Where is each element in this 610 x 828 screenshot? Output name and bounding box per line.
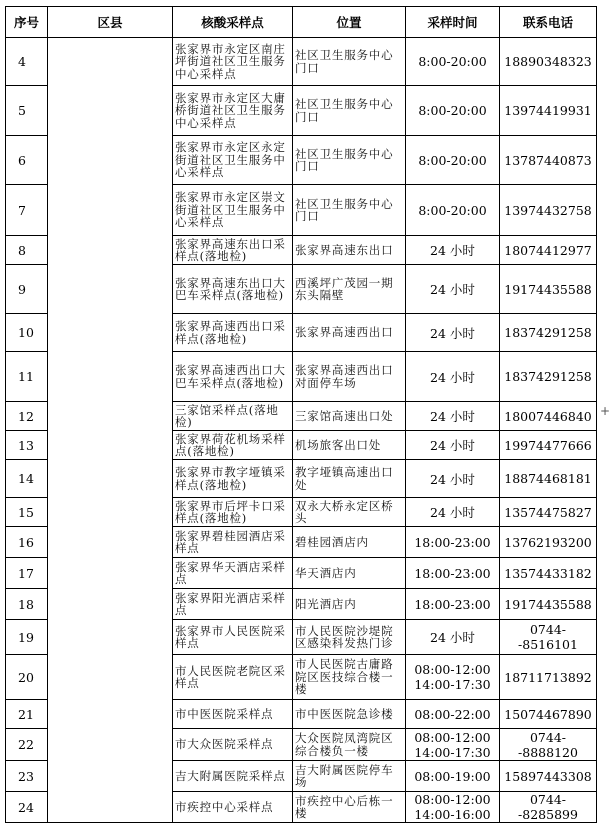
row-index: 11 <box>6 352 48 402</box>
contact-phone: 15074467890 <box>500 700 597 729</box>
district-cell <box>48 38 173 823</box>
time-range: 08:00-22:00 <box>414 706 491 722</box>
site-location: 三家馆高速出口处 <box>293 402 406 431</box>
sampling-time <box>406 792 500 823</box>
header-row <box>6 7 597 38</box>
contact-phone: 18074412977 <box>500 236 597 265</box>
site-location: 社区卫生服务中心门口 <box>293 38 406 86</box>
site-location: 华天酒店内 <box>293 558 406 589</box>
time-range: 24 小时 <box>430 471 475 487</box>
row-index: 7 <box>6 185 48 236</box>
row-index: 22 <box>6 729 48 761</box>
contact-phone: 0744--8888120 <box>500 729 597 761</box>
site-name: 张家界市永定区崇文街道社区卫生服务中心采样点 <box>173 185 293 236</box>
row-index: 10 <box>6 314 48 352</box>
time-range: 08:00-12:00 <box>414 662 491 677</box>
time-range: 24 小时 <box>430 409 475 424</box>
site-name: 三家馆采样点(落地检) <box>173 402 293 431</box>
time-range: 24 小时 <box>430 438 475 453</box>
table-row <box>6 38 597 86</box>
row-index: 18 <box>6 589 48 620</box>
time-range: 18:00-23:00 <box>414 565 491 581</box>
time-range: 8:00-20:00 <box>418 152 487 168</box>
header-district: 区县 <box>48 7 173 38</box>
site-name: 张家界市永定区大庸桥街道社区卫生服务中心采样点 <box>173 86 293 136</box>
contact-phone: 18890348323 <box>500 38 597 86</box>
site-location: 教字垭镇高速出口处 <box>293 460 406 498</box>
sampling-sites-table <box>5 6 597 823</box>
sampling-time <box>406 352 500 402</box>
time-range: 08:00-19:00 <box>414 768 491 784</box>
sampling-time <box>406 136 500 185</box>
sampling-time <box>406 38 500 86</box>
site-name: 张家界市后坪卡口采样点(落地检) <box>173 498 293 527</box>
site-location: 双永大桥永定区桥头 <box>293 498 406 527</box>
site-name: 张家界市永定区永定街道社区卫生服务中心采样点 <box>173 136 293 185</box>
site-name: 张家界市永定区南庄坪街道社区卫生服务中心采样点 <box>173 38 293 86</box>
row-index: 9 <box>6 265 48 314</box>
site-location: 碧桂园酒店内 <box>293 527 406 558</box>
time-range: 08:00-12:00 <box>414 792 491 807</box>
contact-phone: 13974432758 <box>500 185 597 236</box>
sampling-time <box>406 265 500 314</box>
contact-phone: 19974477666 <box>500 431 597 460</box>
row-index: 12 <box>6 402 48 431</box>
contact-phone: 13762193200 <box>500 527 597 558</box>
header-site: 核酸采样点 <box>173 7 293 38</box>
contact-phone: 13574475827 <box>500 498 597 527</box>
row-index: 8 <box>6 236 48 265</box>
contact-phone: 18007446840 <box>500 402 597 431</box>
site-location: 西溪坪广茂园一期东头隔壁 <box>293 265 406 314</box>
row-index: 14 <box>6 460 48 498</box>
site-name: 张家界华天酒店采样点 <box>173 558 293 589</box>
site-location: 大众医院凤湾院区综合楼负一楼 <box>293 729 406 761</box>
contact-phone: 18874468181 <box>500 460 597 498</box>
time-range: 24 小时 <box>430 325 475 341</box>
contact-phone: 18374291258 <box>500 314 597 352</box>
site-name: 市疾控中心采样点 <box>173 792 293 823</box>
site-location: 社区卫生服务中心门口 <box>293 86 406 136</box>
time-range: 8:00-20:00 <box>418 54 487 69</box>
sampling-time <box>406 558 500 589</box>
contact-phone: 13974419931 <box>500 86 597 136</box>
sampling-time <box>406 761 500 792</box>
plus-mark: + <box>600 404 610 418</box>
contact-phone: 15897443308 <box>500 761 597 792</box>
row-index: 24 <box>6 792 48 823</box>
site-name: 市中医医院采样点 <box>173 700 293 729</box>
time-range: 18:00-23:00 <box>414 534 491 550</box>
sampling-time <box>406 314 500 352</box>
time-range: 14:00-17:30 <box>414 677 491 692</box>
sampling-time <box>406 527 500 558</box>
sampling-time <box>406 431 500 460</box>
time-range: 24 小时 <box>430 630 475 645</box>
row-index: 5 <box>6 86 48 136</box>
contact-phone: 19174435588 <box>500 589 597 620</box>
row-index: 13 <box>6 431 48 460</box>
contact-phone: 18374291258 <box>500 352 597 402</box>
site-name: 张家界市教字垭镇采样点(落地检) <box>173 460 293 498</box>
site-location: 张家界高速东出口 <box>293 236 406 265</box>
row-index: 16 <box>6 527 48 558</box>
sampling-time <box>406 236 500 265</box>
site-location: 张家界高速西出口对面停车场 <box>293 352 406 402</box>
site-name: 张家界高速西出口采样点(落地检) <box>173 314 293 352</box>
time-range: 24 小时 <box>430 243 475 258</box>
contact-phone: 0744--8516101 <box>500 620 597 655</box>
time-range: 8:00-20:00 <box>418 202 487 218</box>
site-name: 吉大附属医院采样点 <box>173 761 293 792</box>
time-range: 08:00-12:00 <box>414 729 491 745</box>
sampling-time <box>406 498 500 527</box>
row-index: 6 <box>6 136 48 185</box>
contact-phone: 18711713892 <box>500 655 597 700</box>
time-range: 24 小时 <box>430 505 475 520</box>
site-name: 张家界高速东出口大巴车采样点(落地检) <box>173 265 293 314</box>
site-location: 市人民医院古庸路院区医技综合楼一楼 <box>293 655 406 700</box>
contact-phone: 13574433182 <box>500 558 597 589</box>
site-location: 市疾控中心后栋一楼 <box>293 792 406 823</box>
sampling-time <box>406 620 500 655</box>
time-range: 18:00-23:00 <box>414 596 491 612</box>
sampling-time <box>406 700 500 729</box>
contact-phone: 13787440873 <box>500 136 597 185</box>
site-location: 吉大附属医院停车场 <box>293 761 406 792</box>
row-index: 20 <box>6 655 48 700</box>
header-time: 采样时间 <box>406 7 500 38</box>
row-index: 4 <box>6 38 48 86</box>
site-name: 张家界高速东出口采样点(落地检) <box>173 236 293 265</box>
sampling-time <box>406 402 500 431</box>
sampling-time <box>406 185 500 236</box>
row-index: 17 <box>6 558 48 589</box>
table-body <box>6 38 597 823</box>
site-name: 张家界荷花机场采样点(落地检) <box>173 431 293 460</box>
sampling-time <box>406 729 500 761</box>
site-location: 市中医医院急诊楼 <box>293 700 406 729</box>
site-location: 张家界高速西出口 <box>293 314 406 352</box>
site-name: 市大众医院采样点 <box>173 729 293 761</box>
time-range: 8:00-20:00 <box>418 103 487 118</box>
sampling-time <box>406 86 500 136</box>
site-name: 市人民医院老院区采样点 <box>173 655 293 700</box>
contact-phone: 0744--8285899 <box>500 792 597 823</box>
time-range: 24 小时 <box>430 369 475 385</box>
sampling-time <box>406 655 500 700</box>
row-index: 19 <box>6 620 48 655</box>
site-location: 机场旅客出口处 <box>293 431 406 460</box>
time-range: 14:00-16:00 <box>414 807 491 822</box>
sampling-time <box>406 460 500 498</box>
header-phone: 联系电话 <box>500 7 597 38</box>
row-index: 23 <box>6 761 48 792</box>
sampling-time <box>406 589 500 620</box>
site-location: 阳光酒店内 <box>293 589 406 620</box>
site-name: 张家界阳光酒店采样点 <box>173 589 293 620</box>
header-index: 序号 <box>6 7 48 38</box>
site-location: 市人民医院沙堤院区感染科发热门诊 <box>293 620 406 655</box>
site-name: 张家界碧桂园酒店采样点 <box>173 527 293 558</box>
site-location: 社区卫生服务中心门口 <box>293 185 406 236</box>
time-range: 24 小时 <box>430 282 475 297</box>
row-index: 15 <box>6 498 48 527</box>
site-name: 张家界市人民医院采样点 <box>173 620 293 655</box>
site-location: 社区卫生服务中心门口 <box>293 136 406 185</box>
site-name: 张家界高速西出口大巴车采样点(落地检) <box>173 352 293 402</box>
row-index: 21 <box>6 700 48 729</box>
time-range: 14:00-17:30 <box>414 744 491 760</box>
contact-phone: 19174435588 <box>500 265 597 314</box>
header-location: 位置 <box>293 7 406 38</box>
